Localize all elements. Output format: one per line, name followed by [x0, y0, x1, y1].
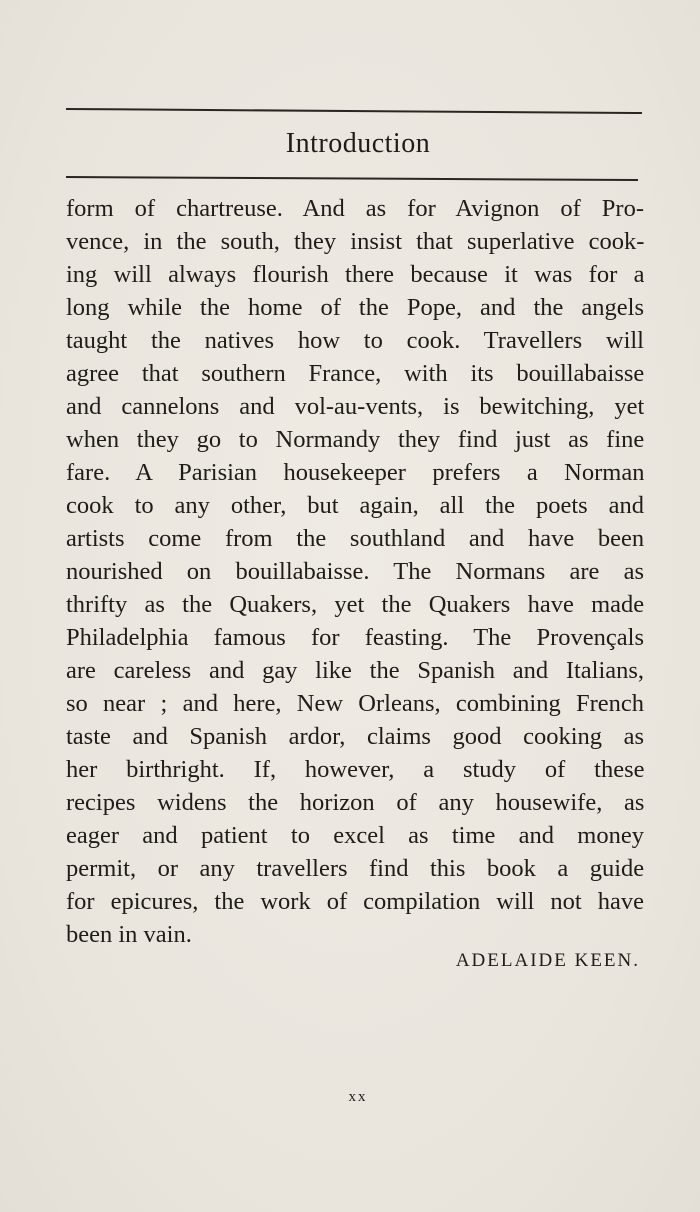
text-line: cook to any other, but again, all the poets and	[66, 492, 644, 519]
body-paragraph	[66, 192, 644, 951]
text-line: eager and patient to excel as time and money	[66, 822, 644, 849]
text-line: vence, in the south, they insist that superlative cook-	[66, 228, 644, 255]
header-bottom-rule	[66, 176, 638, 181]
text-line: Philadelphia famous for feasting. The Provençals	[66, 624, 644, 651]
text-line: permit, or any travellers find this book a guide	[66, 855, 644, 882]
text-line: are careless and gay like the Spanish and Italians,	[66, 657, 644, 684]
text-line: when they go to Normandy they find just as fine	[66, 426, 644, 453]
running-header-title: Introduction	[285, 128, 431, 159]
text-line: long while the home of the Pope, and the angels	[66, 294, 644, 321]
text-line: fare. A Parisian housekeeper prefers a Norman	[66, 459, 644, 486]
text-line: so near ; and here, New Orleans, combining French	[66, 690, 644, 717]
text-line: thrifty as the Quakers, yet the Quakers have made	[66, 591, 644, 618]
header-top-rule	[66, 108, 642, 114]
page-number: xx	[348, 1089, 368, 1105]
text-line: taught the natives how to cook. Travellers will	[66, 327, 644, 354]
author-signature: ADELAIDE KEEN.	[455, 950, 640, 971]
text-line: for epicures, the work of compilation will not have	[66, 888, 644, 915]
text-line: and cannelons and vol-au-vents, is bewitching, yet	[66, 393, 644, 420]
text-line: taste and Spanish ardor, claims good cooking as	[66, 723, 644, 750]
text-line: nourished on bouillabaisse. The Normans are as	[66, 558, 644, 585]
text-line: form of chartreuse. And as for Avignon of Pro-	[66, 195, 644, 222]
text-line: recipes widens the horizon of any housewife, as	[66, 789, 644, 816]
text-line: her birthright. If, however, a study of these	[66, 756, 644, 783]
text-line: ing will always flourish there because it was for a	[66, 261, 644, 288]
text-line: been in vain.	[66, 921, 192, 948]
text-line: agree that southern France, with its bouillabaisse	[66, 360, 644, 387]
text-line: artists come from the southland and have been	[66, 525, 644, 552]
